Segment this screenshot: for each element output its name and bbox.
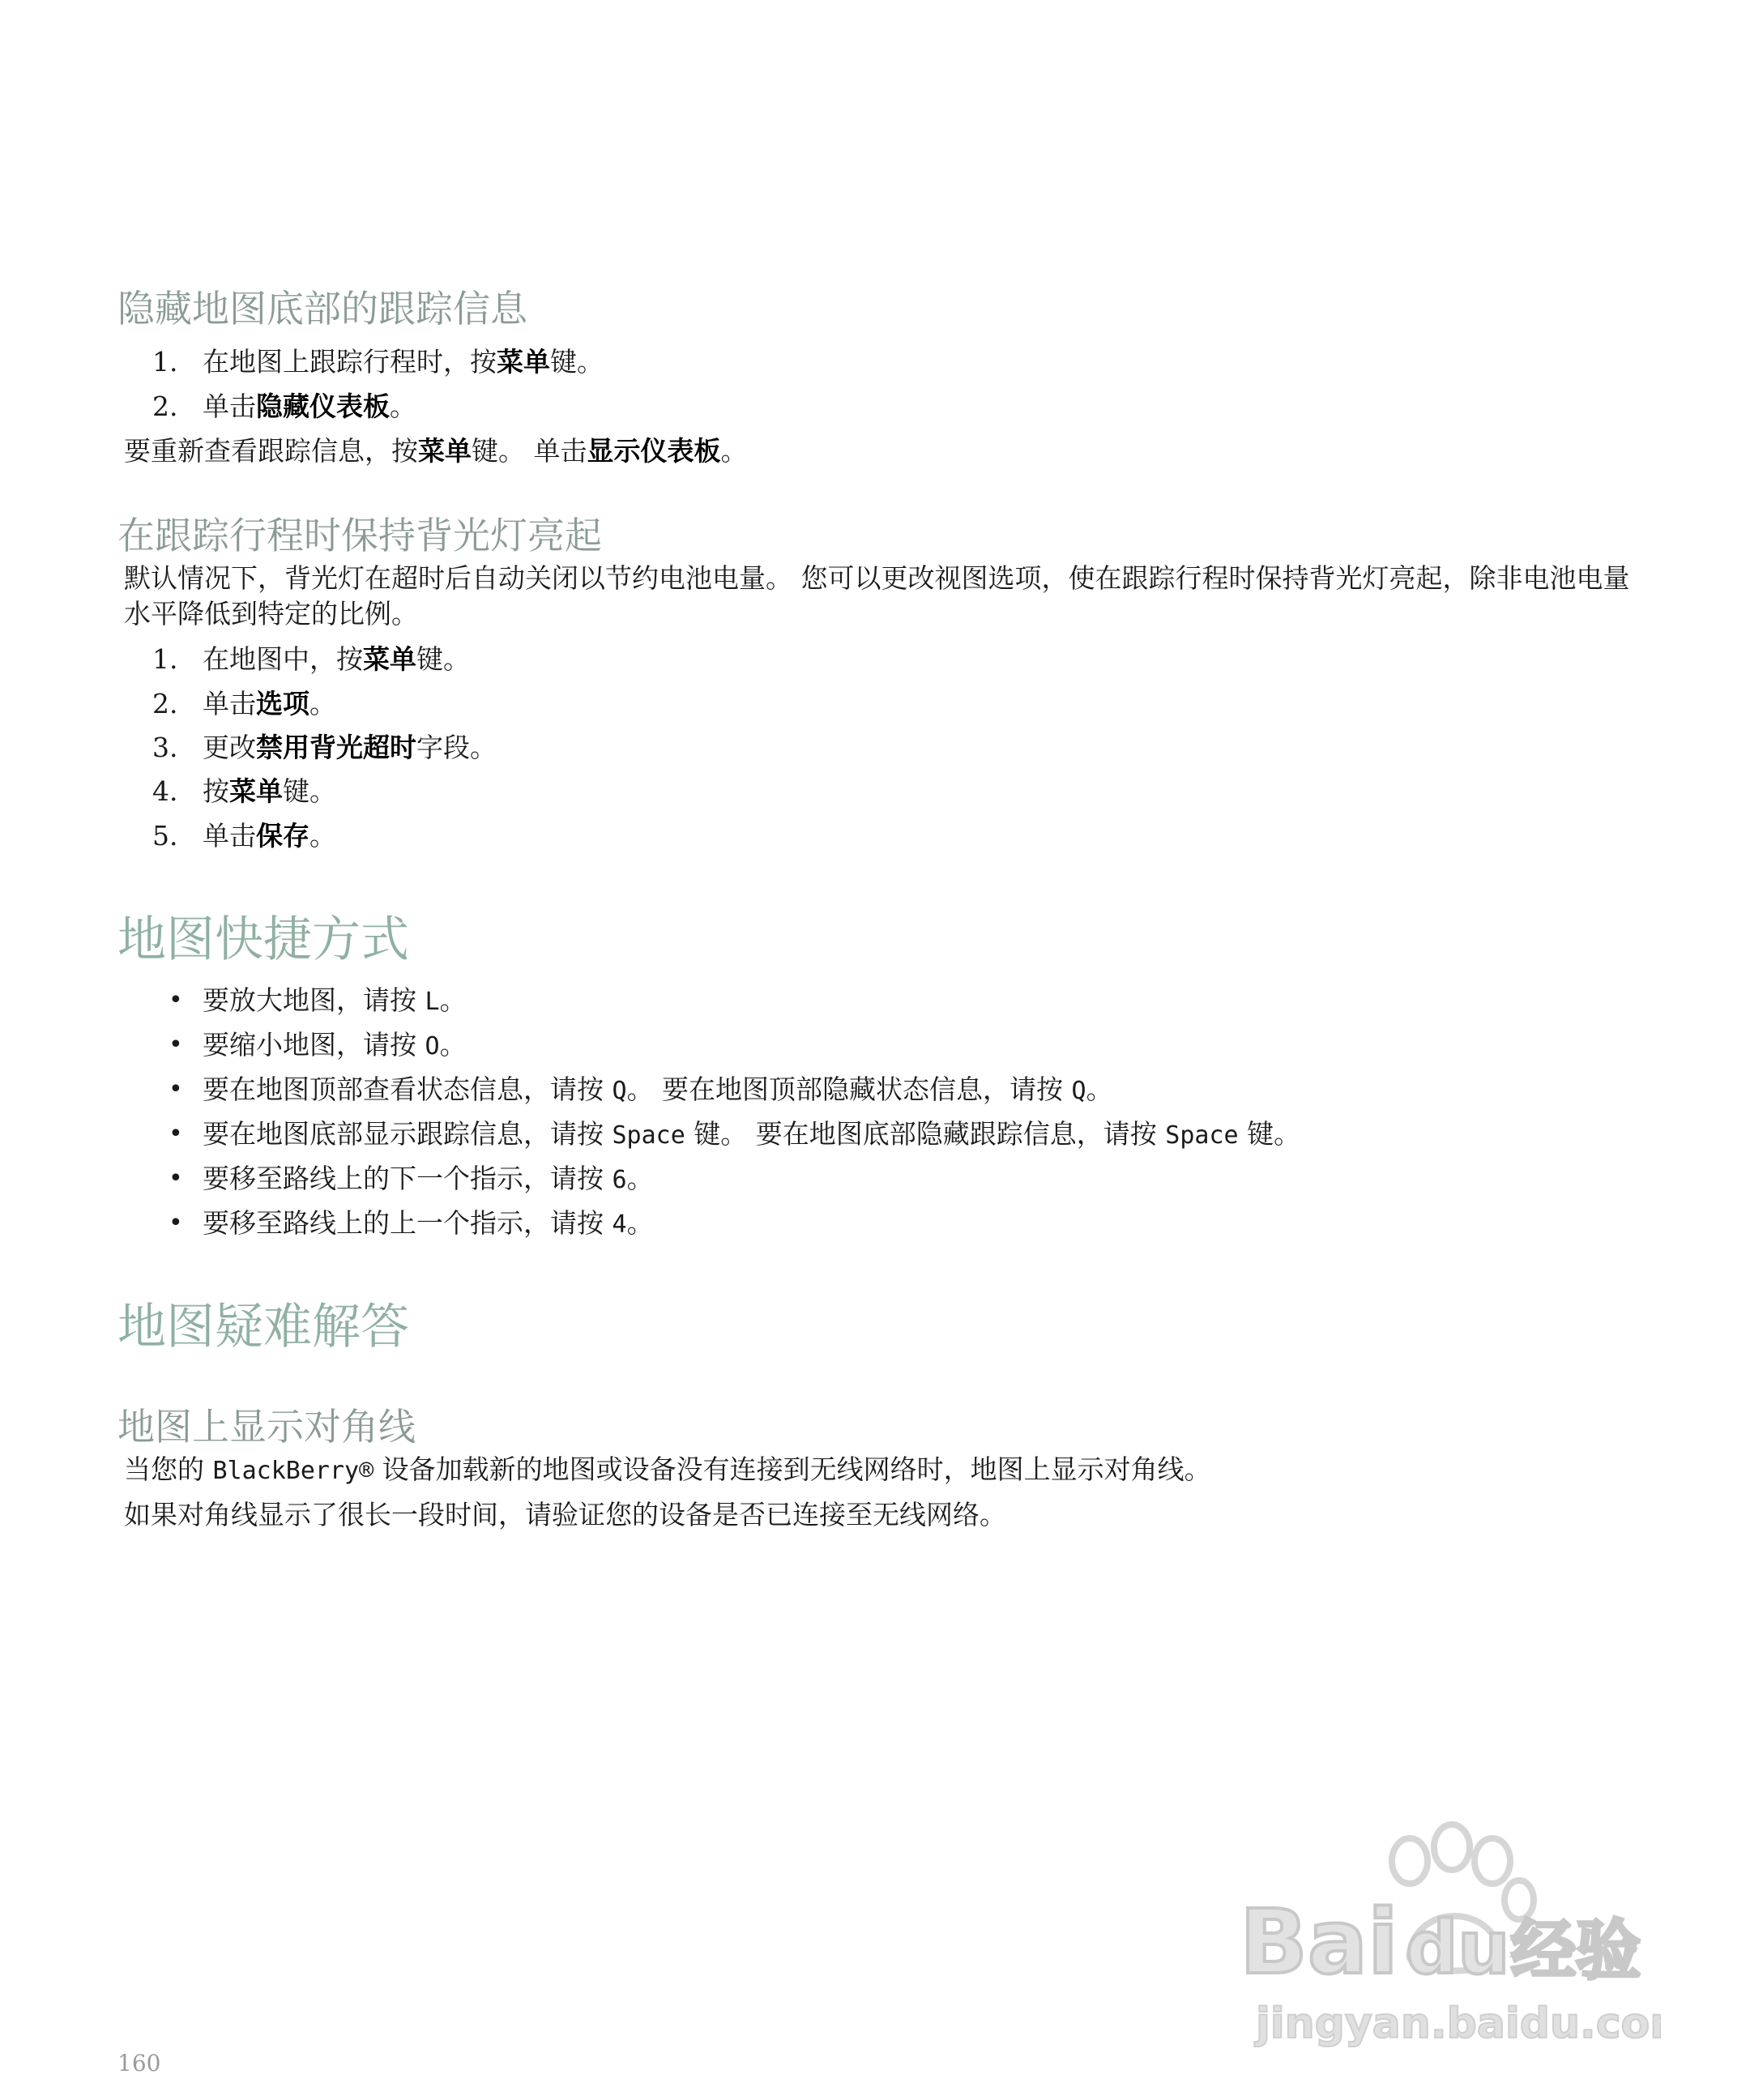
- list-text: 要移至路线上的上一个指示，请按 4。: [203, 1207, 654, 1239]
- bullet-icon: •: [169, 1031, 183, 1059]
- svg-text:jingyan.baidu.com: jingyan.baidu.com: [1256, 2000, 1661, 2048]
- svg-text:Bai: Bai: [1240, 1890, 1398, 1994]
- bullet-icon: •: [169, 986, 183, 1014]
- list-text: 在地图上跟踪行程时，按菜单键。: [203, 346, 604, 378]
- svg-text:经验: 经验: [1511, 1913, 1641, 1988]
- intro-paragraph: 默认情况下，背光灯在超时后自动关闭以节约电池电量。 您可以更改视图选项，使在跟踪行程时保持背光灯亮起，除非电池电量水平降低到特定的比例。: [124, 562, 1630, 630]
- heading-backlight: 在跟踪行程时保持背光灯亮起: [117, 514, 602, 557]
- heading-hide-tracking: 隐藏地图底部的跟踪信息: [117, 287, 527, 331]
- heading-map-troubleshooting: 地图疑难解答: [117, 1299, 409, 1355]
- list-number: 1.: [152, 643, 178, 675]
- svg-text:du: du: [1406, 1906, 1510, 1991]
- list-number: 3.: [152, 732, 178, 763]
- diagonal-paragraph-2: 如果对角线显示了很长一段时间，请验证您的设备是否已连接至无线网络。: [124, 1499, 1006, 1530]
- list-number: 4.: [152, 775, 178, 807]
- bullet-icon: •: [169, 1075, 183, 1103]
- list-text: 单击保存。: [203, 820, 336, 852]
- list-number: 5.: [152, 820, 178, 852]
- diagonal-paragraph-1: 当您的 BlackBerry® 设备加载新的地图或设备没有连接到无线网络时，地图上显示对角线。: [124, 1453, 1211, 1485]
- heading-map-shortcuts: 地图快捷方式: [117, 911, 409, 968]
- list-text: 按菜单键。: [203, 775, 336, 807]
- list-text: 要移至路线上的下一个指示，请按 6。: [203, 1163, 654, 1194]
- bullet-icon: •: [169, 1120, 183, 1148]
- list-text: 要在地图顶部查看状态信息，请按 Q。 要在地图顶部隐藏状态信息，请按 Q。: [203, 1073, 1113, 1105]
- note-paragraph: 要重新查看跟踪信息，按菜单键。 单击显示仪表板。: [124, 435, 748, 467]
- list-text: 单击隐藏仪表板。: [203, 391, 416, 422]
- list-text: 更改禁用背光超时字段。: [203, 732, 497, 763]
- baidu-jingyan-watermark: [1240, 1811, 1661, 2054]
- baidu-paw-logo-icon: [1240, 1811, 1661, 2054]
- page-number: 160: [117, 2050, 161, 2077]
- list-number: 2.: [152, 391, 178, 422]
- list-text: 要在地图底部显示跟踪信息，请按 Space 键。 要在地图底部隐藏跟踪信息，请按 Space 键。: [203, 1118, 1301, 1150]
- list-text: 在地图中，按菜单键。: [203, 643, 470, 675]
- heading-diagonal-lines: 地图上显示对角线: [117, 1405, 416, 1449]
- list-text: 要缩小地图，请按 O。: [203, 1029, 467, 1061]
- list-number: 2.: [152, 688, 178, 719]
- list-number: 1.: [152, 346, 178, 378]
- list-text: 要放大地图，请按 L。: [203, 984, 467, 1016]
- list-text: 单击选项。: [203, 688, 336, 719]
- bullet-icon: •: [169, 1164, 183, 1193]
- bullet-icon: •: [169, 1209, 183, 1237]
